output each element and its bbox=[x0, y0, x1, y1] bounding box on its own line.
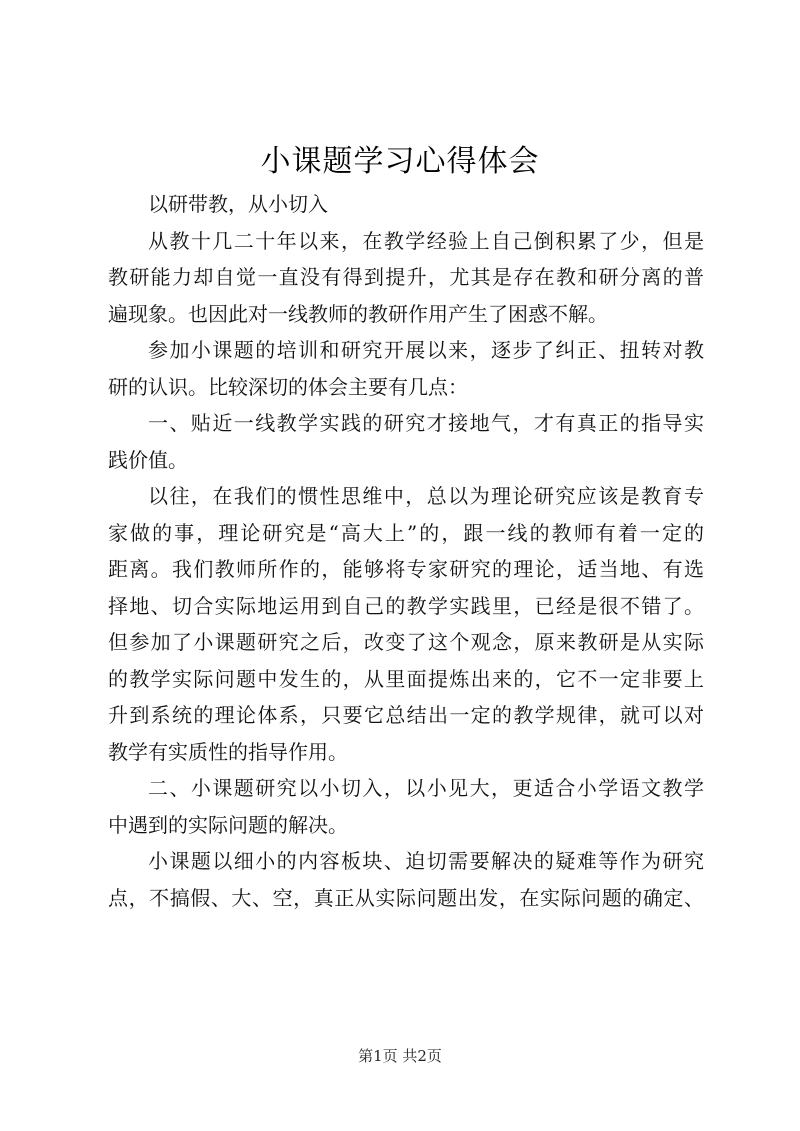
body-text-line: 一、贴近一线教学实践的研究才接地气，才有真正的指导实 bbox=[148, 411, 704, 435]
body-text-line: 教学有实质性的指导作用。 bbox=[108, 739, 348, 764]
body-text-line: 参加小课题的培训和研究开展以来，逐步了纠正、扭转对教 bbox=[148, 338, 704, 362]
page-footer: 第1页 共2页 bbox=[358, 1047, 442, 1065]
body-text-line: 的教学实际问题中发生的，从里面提炼出来的，它不一定非要上 bbox=[108, 666, 704, 691]
body-text-line: 践价值。 bbox=[108, 447, 188, 472]
document-body bbox=[108, 186, 704, 916]
body-text-line: 但参加了小课题研究之后，改变了这个观念，原来教研是从实际 bbox=[108, 630, 704, 654]
document-title: 小课题学习心得体会 bbox=[260, 144, 540, 179]
body-text-line: 小课题以细小的内容板块、迫切需要解决的疑难等作为研究 bbox=[148, 849, 704, 873]
body-text-line: 教研能力却自觉一直没有得到提升，尤其是存在教和研分离的普 bbox=[108, 265, 704, 289]
body-text-line: 以研带教，从小切入 bbox=[148, 192, 328, 216]
body-text-line: 距离。我们教师所作的，能够将专家研究的理论，适当地、有选 bbox=[108, 557, 704, 581]
body-text-line: 家做的事，理论研究是“高大上”的，跟一线的教师有着一定的 bbox=[108, 520, 704, 545]
body-text-line: 以往，在我们的惯性思维中，总以为理论研究应该是教育专 bbox=[148, 484, 704, 508]
body-text-line: 中遇到的实际问题的解决。 bbox=[108, 812, 348, 837]
body-text-line: 遍现象。也因此对一线教师的教研作用产生了困惑不解。 bbox=[108, 301, 608, 326]
body-text-line: 二、小课题研究以小切入，以小见大，更适合小学语文教学 bbox=[148, 776, 704, 800]
body-text-line: 研的认识。比较深切的体会主要有几点： bbox=[108, 374, 468, 399]
body-text-line: 择地、切合实际地运用到自己的教学实践里，已经是很不错了。 bbox=[108, 593, 704, 618]
body-text-line: 从教十几二十年以来，在教学经验上自己倒积累了少，但是 bbox=[148, 228, 704, 253]
body-text-line: 点，不搞假、大、空，真正从实际问题出发，在实际问题的确定、 bbox=[108, 885, 704, 910]
body-text-line: 升到系统的理论体系，只要它总结出一定的教学规律，就可以对 bbox=[108, 703, 704, 727]
